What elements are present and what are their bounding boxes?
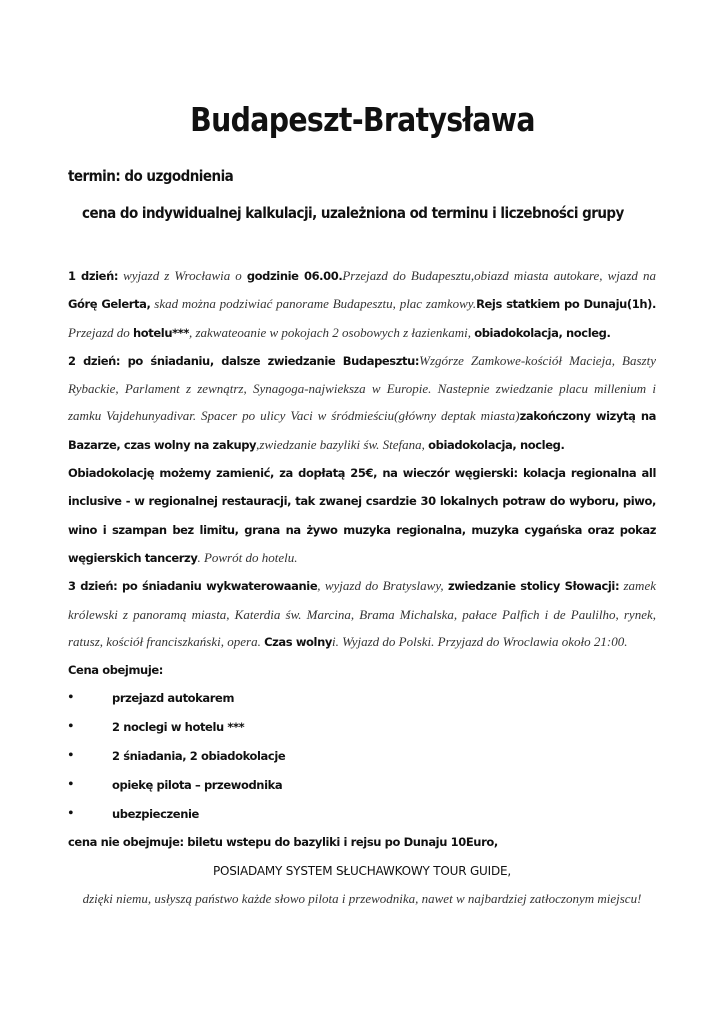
includes-heading bbox=[68, 656, 656, 684]
price-note: cena do indywidualnej kalkulacji, uzależniona od terminu i liczebności grupy bbox=[82, 204, 624, 222]
day2-text-2: ,zwiedzanie bazyliki św. Stefana, bbox=[256, 436, 429, 452]
guide-text: dzięki niemu, usłyszą państwo każde słowo pilota i przewodnika, nawet w najbardziej zatłoczonym miejscu! bbox=[82, 891, 642, 907]
list-item bbox=[68, 800, 656, 829]
list-item bbox=[68, 713, 656, 742]
day1-bold-4: hotelu*** bbox=[133, 325, 189, 340]
list-item bbox=[68, 684, 656, 713]
day3-paragraph bbox=[68, 572, 656, 656]
day3-bold-1: 3 dzień: po śniadaniu wykwaterowaanie bbox=[68, 579, 318, 594]
itinerary-body bbox=[68, 262, 656, 912]
includes-label: Cena obejmuje: bbox=[68, 663, 163, 678]
day3-bold-2: zwiedzanie stolicy Słowacji: bbox=[447, 579, 620, 594]
list-item-text: 2 śniadania, 2 obiadokolacje bbox=[112, 749, 286, 764]
day1-text-4: Przejazd do bbox=[68, 324, 133, 340]
day1-bold-5: obiadokolacja, nocleg. bbox=[474, 325, 611, 340]
term-line: termin: do uzgodnienia bbox=[68, 167, 234, 185]
includes-list bbox=[68, 684, 656, 828]
guide-heading-line bbox=[68, 857, 656, 885]
day3-bold-3: Czas wolny bbox=[264, 634, 332, 649]
bullet-icon: • bbox=[68, 689, 74, 707]
list-item bbox=[68, 771, 656, 800]
day3-text-2: zamek królewski z panoramą miasta, Katerdia św. Marcina, Brama Michalska, pałace Palfich i de Paulilho, rynek, ratusz, kościół franciszkański, opera. bbox=[68, 578, 656, 649]
optional-bold: Obiadokolację możemy zamienić, za dopłatą 25€, na wieczór węgierski: kolacja regionalna all inclusive - w regionalnej restauracji, tak zwanej csardzie 30 lokalnych potraw do wyboru, piwo, wino i szampan bez limitu, grana na żywo muzyka regionalna, muzyka cygańska oraz pokaz węgierskich tancerzy bbox=[68, 466, 656, 565]
day1-text-3: skad można podziwiać panorame Budapesztu, plac zamkowy. bbox=[150, 296, 477, 312]
day1-bold-3: Rejs statkiem po Dunaju(1h). bbox=[476, 297, 656, 312]
list-item bbox=[68, 742, 656, 771]
list-item-text: przejazd autokarem bbox=[112, 691, 235, 706]
day2-bold-2: zakończony wizytą na Bazarze, czas wolny na zakupy bbox=[68, 409, 656, 452]
day1-text-1: wyjazd z Wrocławia o bbox=[118, 268, 247, 283]
day2-text-1: Wzgórze Zamkowe-kościół Macieja, Baszty Rybackie, Parlament z zewnątrz, Synagoga-najwieksza w Europie. Nastepnie zwiedzanie placu millenium i zamku Vajdehunyadivar. Spacer po ulicy Vaci w śródmieściu(główny deptak miasta) bbox=[68, 352, 656, 424]
day2-bold-1: 2 dzień: po śniadaniu, dalsze zwiedzanie Budapesztu: bbox=[68, 353, 420, 368]
day1-label: 1 dzień: bbox=[68, 269, 119, 283]
guide-heading: POSIADAMY SYSTEM SŁUCHAWKOWY TOUR GUIDE, bbox=[212, 863, 512, 878]
guide-text-line bbox=[68, 885, 656, 912]
day3-text-1: , wyjazd do Bratyslawy, bbox=[317, 578, 448, 594]
list-item-text: 2 noclegi w hotelu *** bbox=[112, 720, 245, 735]
day1-bold-1: godzinie 06.00. bbox=[246, 269, 343, 283]
day1-text-2: Przejazd do Budapesztu,obiazd miasta autokare, wjazd na bbox=[342, 268, 656, 283]
bullet-icon: • bbox=[68, 775, 74, 793]
list-item-text: ubezpieczenie bbox=[112, 806, 199, 821]
day1-text-5: , zakwateoanie w pokojach 2 osobowych z łazienkami, bbox=[188, 324, 475, 340]
optional-paragraph bbox=[68, 459, 656, 572]
excludes-text: cena nie obejmuje: biletu wstepu do bazyliki i rejsu po Dunaju 10Euro, bbox=[68, 835, 498, 850]
bullet-icon: • bbox=[68, 718, 74, 736]
day1-bold-2: Górę Gelerta, bbox=[68, 297, 151, 312]
excludes-line bbox=[68, 828, 656, 856]
day1-paragraph bbox=[68, 262, 656, 347]
optional-text: . Powrót do hotelu. bbox=[197, 549, 298, 565]
bullet-icon: • bbox=[68, 747, 74, 765]
day2-paragraph bbox=[68, 347, 656, 459]
bullet-icon: • bbox=[68, 804, 74, 822]
list-item-text: opiekę pilota – przewodnika bbox=[112, 777, 283, 792]
document-title: Budapeszt-Bratysława bbox=[190, 100, 535, 139]
day3-text-3: i. Wyjazd do Polski. Przyjazd do Wroclawia około 21:00. bbox=[331, 633, 628, 649]
day2-bold-3: obiadokolacja, nocleg. bbox=[428, 437, 565, 452]
